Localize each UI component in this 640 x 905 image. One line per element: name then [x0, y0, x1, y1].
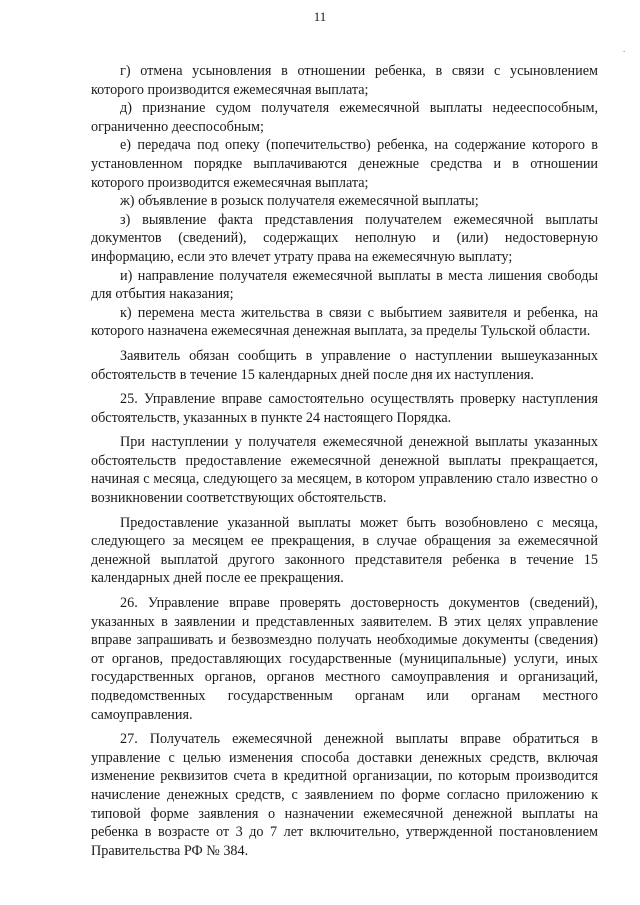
paragraph-item-d: д) признание судом получателя ежемесячной выплаты недееспособным, ограниченно дееспособным;	[91, 100, 598, 135]
paragraph-termination: При наступлении у получателя ежемесячной денежной выплаты указанных обстоятельств предоставление ежемесячной денежной выплаты прекращается, начиная с месяца, следующего за месяцем, в котором управлению стало известно о возникновении соответствующих обстоятельств.	[91, 434, 598, 507]
paragraph-applicant-obligation: Заявитель обязан сообщить в управление о наступлении вышеуказанных обстоятельств в течение 15 календарных дней после дня их наступления.	[91, 347, 598, 383]
paragraph-item-i: и) направление получателя ежемесячной выплаты в места лишения свободы для отбытия наказания;	[91, 267, 598, 303]
paragraph-item-k: к) перемена места жительства в связи с выбытием заявителя и ребенка, на которого назначена ежемесячная денежная выплата, за пределы Тульской области.	[91, 304, 598, 340]
paragraph-item-g: г) отмена усыновления в отношении ребенка, в связи с усыновлением которого производится ежемесячная выплата;	[91, 63, 598, 98]
paragraph-clause-25: 25. Управление вправе самостоятельно осуществлять проверку наступления обстоятельств, указанных в пункте 24 настоящего Порядка.	[91, 391, 598, 426]
paragraph-item-e: е) передача под опеку (попечительство) ребенка, на содержание которого в установленном порядке выплачиваются денежные средства и в отношении которого производится ежемесячная выплата;	[91, 137, 598, 191]
paragraph-clause-26: 26. Управление вправе проверять достоверность документов (сведений), указанных в заявлении и представленных заявителем. В этих целях управление вправе запрашивать и безвозмездно получать необходимые документы (сведения) от органов, предоставляющих государственные (муниципальные) услуги, иных государственных органов, органов местного самоуправления и организаций, подведомственных государственным органам или органам местного самоуправления.	[91, 595, 598, 723]
paragraph-item-zh: ж) объявление в розыск получателя ежемесячной выплаты;	[120, 193, 479, 210]
corner-mark: .	[623, 44, 626, 54]
paragraph-item-z: з) выявление факта представления получателем ежемесячной выплаты документов (сведений), содержащих неполную и (или) недостоверную информацию, если это влечет утрату права на ежемесячную выплату;	[91, 211, 598, 265]
paragraph-clause-27: 27. Получатель ежемесячной денежной выплаты вправе обратиться в управление с целью изменения способа доставки денежных средств, включая изменение реквизитов счета в кредитной организации, по которым производится начисление денежных средств, с заявлением по форме согласно приложению к типовой форме заявления о назначении ежемесячной денежной выплаты на ребенка в возрасте от 3 до 7 лет включительно, утвержденной постановлением Правительства РФ № 384.	[91, 731, 598, 859]
paragraph-resumption: Предоставление указанной выплаты может быть возобновлено с месяца, следующего за месяцем ее прекращения, в случае обращения за ежемесячной денежной выплатой другого законного представителя ребенка в течение 15 календарных дней после ее прекращения.	[91, 514, 598, 587]
page-number: 11	[313, 9, 327, 24]
document-body	[91, 62, 598, 860]
